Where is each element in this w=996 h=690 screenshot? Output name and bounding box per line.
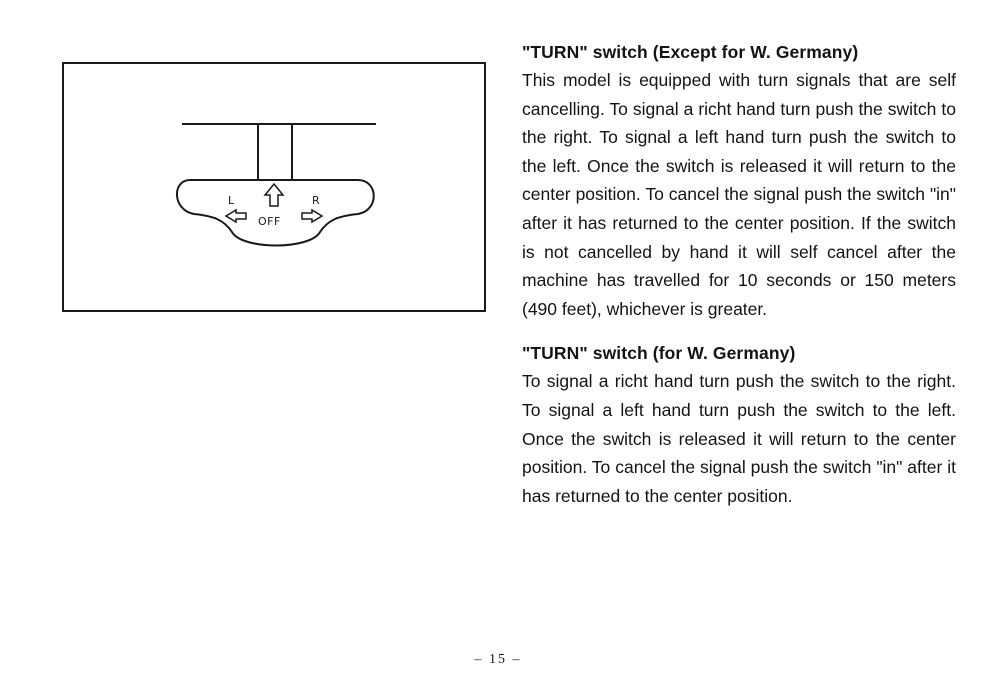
text-column	[522, 38, 956, 510]
section-w-germany	[522, 339, 956, 510]
switch-body	[177, 180, 374, 246]
section-heading: "TURN" switch (Except for W. Germany)	[522, 42, 859, 62]
label-left: L	[228, 194, 235, 207]
section-body: To signal a richt hand turn push the switch to the right. To signal a left hand turn push the switch to the left. Once the switch is released it will return to the center position. To cancel the signal push the switch "in" after it has returned to the center position.	[522, 371, 956, 506]
turn-switch-diagram	[64, 64, 484, 310]
section-body: This model is equipped with turn signals that are self cancelling. To signal a richt hand turn push the switch to the right. To signal a left hand turn push the switch to the left. Once the switch is released it will return to the center position. To cancel the signal push the switch "in" after it has returned to the center position. If the switch is not cancelled by hand it will self cancel after the machine has travelled for 10 seconds or 150 meters (490 feet), whichever is greater.	[522, 70, 956, 319]
page-number: – 15 –	[474, 652, 522, 667]
figure-frame	[62, 62, 486, 312]
section-except-w-germany	[522, 38, 956, 323]
label-right: R	[312, 194, 321, 207]
label-off: OFF	[258, 215, 281, 228]
switch-stem	[258, 124, 292, 182]
section-heading: "TURN" switch (for W. Germany)	[522, 343, 796, 364]
